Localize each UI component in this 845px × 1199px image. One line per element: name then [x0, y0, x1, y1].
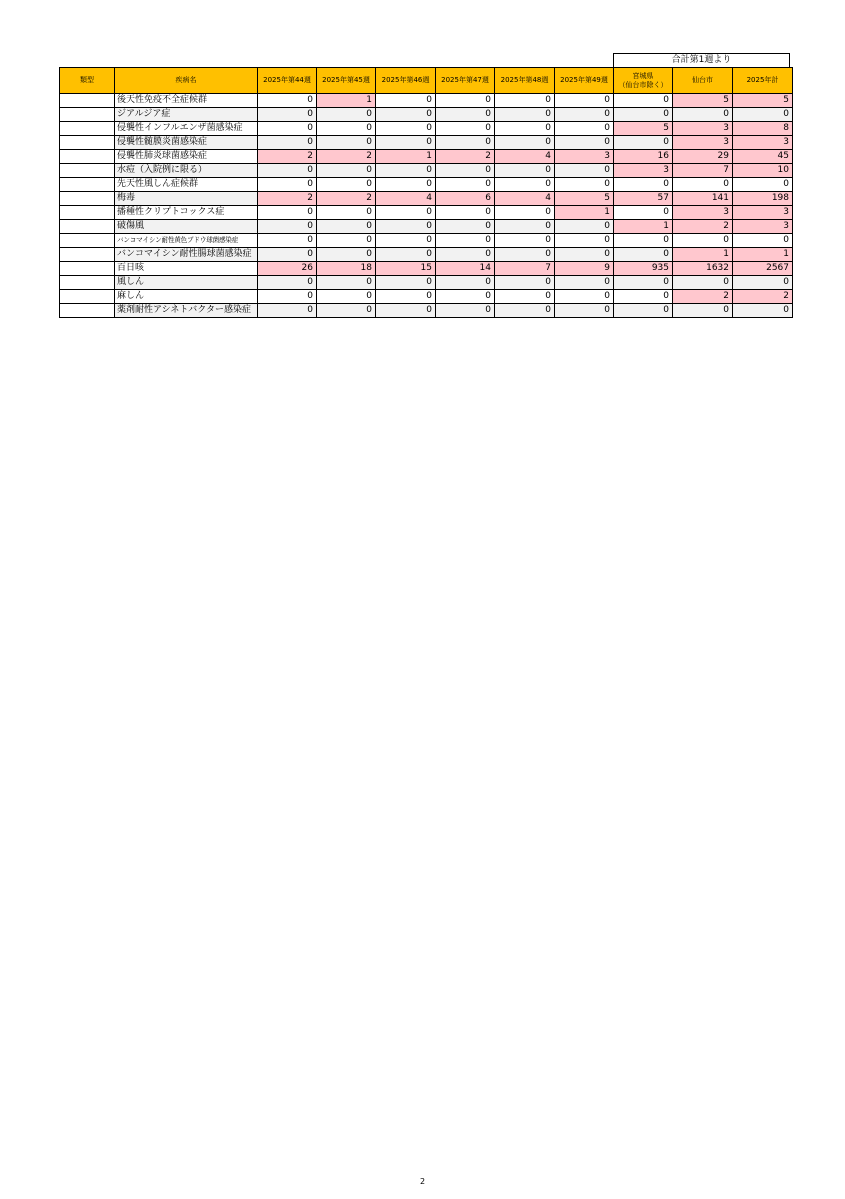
prefecture-count-cell: 935 — [614, 262, 673, 276]
week45-count-cell: 0 — [317, 136, 376, 150]
sendai-count-cell: 0 — [673, 108, 733, 122]
disease-report-table — [59, 67, 793, 318]
week48-count-cell: 0 — [495, 178, 555, 192]
week48-count-cell: 4 — [495, 150, 555, 164]
week46-count-cell: 0 — [376, 220, 436, 234]
week46-count-cell: 0 — [376, 290, 436, 304]
column-header-total: 2025年計 — [733, 68, 793, 94]
table-row — [60, 234, 793, 248]
week45-count-cell: 0 — [317, 290, 376, 304]
disease-name-cell: バンコマイシン耐性黄色ブドウ球菌感染症 — [115, 234, 258, 248]
prefecture-count-cell: 1 — [614, 220, 673, 234]
table-row — [60, 94, 793, 108]
summary-header: 合計第1週より — [613, 53, 790, 67]
week47-count-cell: 0 — [436, 122, 495, 136]
disease-name-cell: ジアルジア症 — [115, 108, 258, 122]
sendai-count-cell: 3 — [673, 136, 733, 150]
sendai-count-cell: 0 — [673, 234, 733, 248]
sendai-count-cell: 2 — [673, 290, 733, 304]
week47-count-cell: 0 — [436, 108, 495, 122]
sendai-count-cell: 1 — [673, 248, 733, 262]
table-row — [60, 150, 793, 164]
total-count-cell: 0 — [733, 178, 793, 192]
table-row — [60, 248, 793, 262]
week47-count-cell: 0 — [436, 234, 495, 248]
week48-count-cell: 0 — [495, 220, 555, 234]
week49-count-cell: 0 — [555, 108, 614, 122]
week44-count-cell: 0 — [258, 248, 317, 262]
prefecture-count-cell: 16 — [614, 150, 673, 164]
week49-count-cell: 0 — [555, 304, 614, 318]
week49-count-cell: 0 — [555, 234, 614, 248]
total-count-cell: 2567 — [733, 262, 793, 276]
week49-count-cell: 0 — [555, 122, 614, 136]
total-count-cell: 2 — [733, 290, 793, 304]
total-count-cell: 0 — [733, 108, 793, 122]
week44-count-cell: 2 — [258, 192, 317, 206]
column-header-week46: 2025年第46週 — [376, 68, 436, 94]
week48-count-cell: 0 — [495, 276, 555, 290]
disease-name-cell: 侵襲性髄膜炎菌感染症 — [115, 136, 258, 150]
sendai-count-cell: 0 — [673, 304, 733, 318]
prefecture-count-cell: 57 — [614, 192, 673, 206]
week44-count-cell: 0 — [258, 304, 317, 318]
week48-count-cell: 0 — [495, 122, 555, 136]
type-cell — [60, 136, 115, 150]
week45-count-cell: 18 — [317, 262, 376, 276]
week46-count-cell: 0 — [376, 164, 436, 178]
type-cell — [60, 94, 115, 108]
table-body — [60, 94, 793, 318]
column-header-week47: 2025年第47週 — [436, 68, 495, 94]
week48-count-cell: 4 — [495, 192, 555, 206]
disease-name-cell: 侵襲性インフルエンザ菌感染症 — [115, 122, 258, 136]
week45-count-cell: 0 — [317, 220, 376, 234]
week44-count-cell: 26 — [258, 262, 317, 276]
sendai-count-cell: 0 — [673, 276, 733, 290]
week47-count-cell: 14 — [436, 262, 495, 276]
prefecture-count-cell: 0 — [614, 234, 673, 248]
disease-name-cell: 後天性免疫不全症候群 — [115, 94, 258, 108]
type-cell — [60, 290, 115, 304]
type-cell — [60, 220, 115, 234]
column-header-sendai: 仙台市 — [673, 68, 733, 94]
week46-count-cell: 15 — [376, 262, 436, 276]
total-count-cell: 0 — [733, 304, 793, 318]
week45-count-cell: 0 — [317, 304, 376, 318]
week44-count-cell: 0 — [258, 290, 317, 304]
week49-count-cell: 5 — [555, 192, 614, 206]
type-cell — [60, 248, 115, 262]
week48-count-cell: 7 — [495, 262, 555, 276]
prefecture-count-cell: 0 — [614, 136, 673, 150]
sendai-count-cell: 29 — [673, 150, 733, 164]
sendai-count-cell: 2 — [673, 220, 733, 234]
week45-count-cell: 2 — [317, 150, 376, 164]
type-cell — [60, 234, 115, 248]
week49-count-cell: 1 — [555, 206, 614, 220]
table-row — [60, 192, 793, 206]
week46-count-cell: 0 — [376, 248, 436, 262]
disease-name-cell: 薬剤耐性アシネトバクター感染症 — [115, 304, 258, 318]
table-row — [60, 262, 793, 276]
sendai-count-cell: 1632 — [673, 262, 733, 276]
week44-count-cell: 0 — [258, 276, 317, 290]
week49-count-cell: 0 — [555, 220, 614, 234]
week49-count-cell: 0 — [555, 94, 614, 108]
week46-count-cell: 0 — [376, 206, 436, 220]
week44-count-cell: 0 — [258, 206, 317, 220]
prefecture-count-cell: 0 — [614, 290, 673, 304]
week49-count-cell: 0 — [555, 136, 614, 150]
type-cell — [60, 178, 115, 192]
type-cell — [60, 122, 115, 136]
week46-count-cell: 0 — [376, 304, 436, 318]
week44-count-cell: 0 — [258, 178, 317, 192]
disease-name-cell: 水痘（入院例に限る） — [115, 164, 258, 178]
week45-count-cell: 0 — [317, 178, 376, 192]
table-row — [60, 108, 793, 122]
week48-count-cell: 0 — [495, 234, 555, 248]
sendai-count-cell: 5 — [673, 94, 733, 108]
disease-name-cell: 破傷風 — [115, 220, 258, 234]
table-row — [60, 276, 793, 290]
week48-count-cell: 0 — [495, 94, 555, 108]
prefecture-count-cell: 0 — [614, 248, 673, 262]
week46-count-cell: 4 — [376, 192, 436, 206]
table-row — [60, 178, 793, 192]
disease-name-cell: 麻しん — [115, 290, 258, 304]
week48-count-cell: 0 — [495, 206, 555, 220]
table-header-row — [60, 68, 793, 94]
disease-name-cell: バンコマイシン耐性腸球菌感染症 — [115, 248, 258, 262]
week44-count-cell: 0 — [258, 94, 317, 108]
type-cell — [60, 206, 115, 220]
sendai-count-cell: 7 — [673, 164, 733, 178]
prefecture-count-cell: 0 — [614, 304, 673, 318]
week48-count-cell: 0 — [495, 136, 555, 150]
type-cell — [60, 150, 115, 164]
week47-count-cell: 0 — [436, 276, 495, 290]
week46-count-cell: 0 — [376, 234, 436, 248]
prefecture-count-cell: 0 — [614, 206, 673, 220]
week48-count-cell: 0 — [495, 248, 555, 262]
column-header-prefecture — [614, 68, 673, 94]
week47-count-cell: 0 — [436, 304, 495, 318]
sendai-count-cell: 141 — [673, 192, 733, 206]
week46-count-cell: 0 — [376, 276, 436, 290]
total-count-cell: 8 — [733, 122, 793, 136]
week48-count-cell: 0 — [495, 304, 555, 318]
week47-count-cell: 2 — [436, 150, 495, 164]
column-header-prefecture-line1: 宮城県 — [632, 71, 654, 80]
week46-count-cell: 0 — [376, 108, 436, 122]
prefecture-count-cell: 0 — [614, 94, 673, 108]
week47-count-cell: 0 — [436, 206, 495, 220]
sendai-count-cell: 3 — [673, 206, 733, 220]
disease-name-cell: 播種性クリプトコックス症 — [115, 206, 258, 220]
week45-count-cell: 0 — [317, 276, 376, 290]
week49-count-cell: 0 — [555, 276, 614, 290]
week45-count-cell: 2 — [317, 192, 376, 206]
week46-count-cell: 1 — [376, 150, 436, 164]
week44-count-cell: 0 — [258, 136, 317, 150]
column-header-week45: 2025年第45週 — [317, 68, 376, 94]
total-count-cell: 10 — [733, 164, 793, 178]
week49-count-cell: 0 — [555, 178, 614, 192]
prefecture-count-cell: 0 — [614, 276, 673, 290]
type-cell — [60, 276, 115, 290]
week48-count-cell: 0 — [495, 108, 555, 122]
column-header-disease: 疾病名 — [115, 68, 258, 94]
week49-count-cell: 0 — [555, 290, 614, 304]
table-row — [60, 220, 793, 234]
week44-count-cell: 0 — [258, 108, 317, 122]
table-row — [60, 290, 793, 304]
week45-count-cell: 0 — [317, 248, 376, 262]
week47-count-cell: 6 — [436, 192, 495, 206]
week48-count-cell: 0 — [495, 290, 555, 304]
table-row — [60, 136, 793, 150]
week47-count-cell: 0 — [436, 178, 495, 192]
week44-count-cell: 0 — [258, 164, 317, 178]
week49-count-cell: 0 — [555, 164, 614, 178]
week45-count-cell: 1 — [317, 94, 376, 108]
prefecture-count-cell: 0 — [614, 178, 673, 192]
week45-count-cell: 0 — [317, 122, 376, 136]
sendai-count-cell: 0 — [673, 178, 733, 192]
total-count-cell: 3 — [733, 136, 793, 150]
table-row — [60, 122, 793, 136]
table-row — [60, 206, 793, 220]
total-count-cell: 3 — [733, 220, 793, 234]
week46-count-cell: 0 — [376, 122, 436, 136]
week49-count-cell: 9 — [555, 262, 614, 276]
week46-count-cell: 0 — [376, 136, 436, 150]
week47-count-cell: 0 — [436, 94, 495, 108]
week44-count-cell: 0 — [258, 122, 317, 136]
total-count-cell: 198 — [733, 192, 793, 206]
week45-count-cell: 0 — [317, 108, 376, 122]
week45-count-cell: 0 — [317, 234, 376, 248]
type-cell — [60, 262, 115, 276]
total-count-cell: 5 — [733, 94, 793, 108]
disease-name-cell: 百日咳 — [115, 262, 258, 276]
week47-count-cell: 0 — [436, 136, 495, 150]
total-count-cell: 3 — [733, 206, 793, 220]
week47-count-cell: 0 — [436, 164, 495, 178]
week46-count-cell: 0 — [376, 94, 436, 108]
week44-count-cell: 0 — [258, 220, 317, 234]
column-header-week48: 2025年第48週 — [495, 68, 555, 94]
disease-name-cell: 梅毒 — [115, 192, 258, 206]
week45-count-cell: 0 — [317, 206, 376, 220]
week44-count-cell: 0 — [258, 234, 317, 248]
week49-count-cell: 0 — [555, 248, 614, 262]
week47-count-cell: 0 — [436, 290, 495, 304]
week49-count-cell: 3 — [555, 150, 614, 164]
week44-count-cell: 2 — [258, 150, 317, 164]
column-header-week44: 2025年第44週 — [258, 68, 317, 94]
week48-count-cell: 0 — [495, 164, 555, 178]
prefecture-count-cell: 0 — [614, 108, 673, 122]
week45-count-cell: 0 — [317, 164, 376, 178]
column-header-week49: 2025年第49週 — [555, 68, 614, 94]
prefecture-count-cell: 3 — [614, 164, 673, 178]
table-row — [60, 304, 793, 318]
disease-name-cell: 風しん — [115, 276, 258, 290]
week46-count-cell: 0 — [376, 178, 436, 192]
week47-count-cell: 0 — [436, 248, 495, 262]
total-count-cell: 0 — [733, 234, 793, 248]
type-cell — [60, 304, 115, 318]
total-count-cell: 0 — [733, 276, 793, 290]
table-row — [60, 164, 793, 178]
page-number: 2 — [419, 1177, 426, 1186]
disease-name-cell: 侵襲性肺炎球菌感染症 — [115, 150, 258, 164]
total-count-cell: 1 — [733, 248, 793, 262]
week47-count-cell: 0 — [436, 220, 495, 234]
sendai-count-cell: 3 — [673, 122, 733, 136]
type-cell — [60, 164, 115, 178]
type-cell — [60, 108, 115, 122]
type-cell — [60, 192, 115, 206]
column-header-type: 類型 — [60, 68, 115, 94]
disease-name-cell: 先天性風しん症候群 — [115, 178, 258, 192]
column-header-prefecture-line2: （仙台市除く） — [618, 80, 668, 89]
prefecture-count-cell: 5 — [614, 122, 673, 136]
total-count-cell: 45 — [733, 150, 793, 164]
